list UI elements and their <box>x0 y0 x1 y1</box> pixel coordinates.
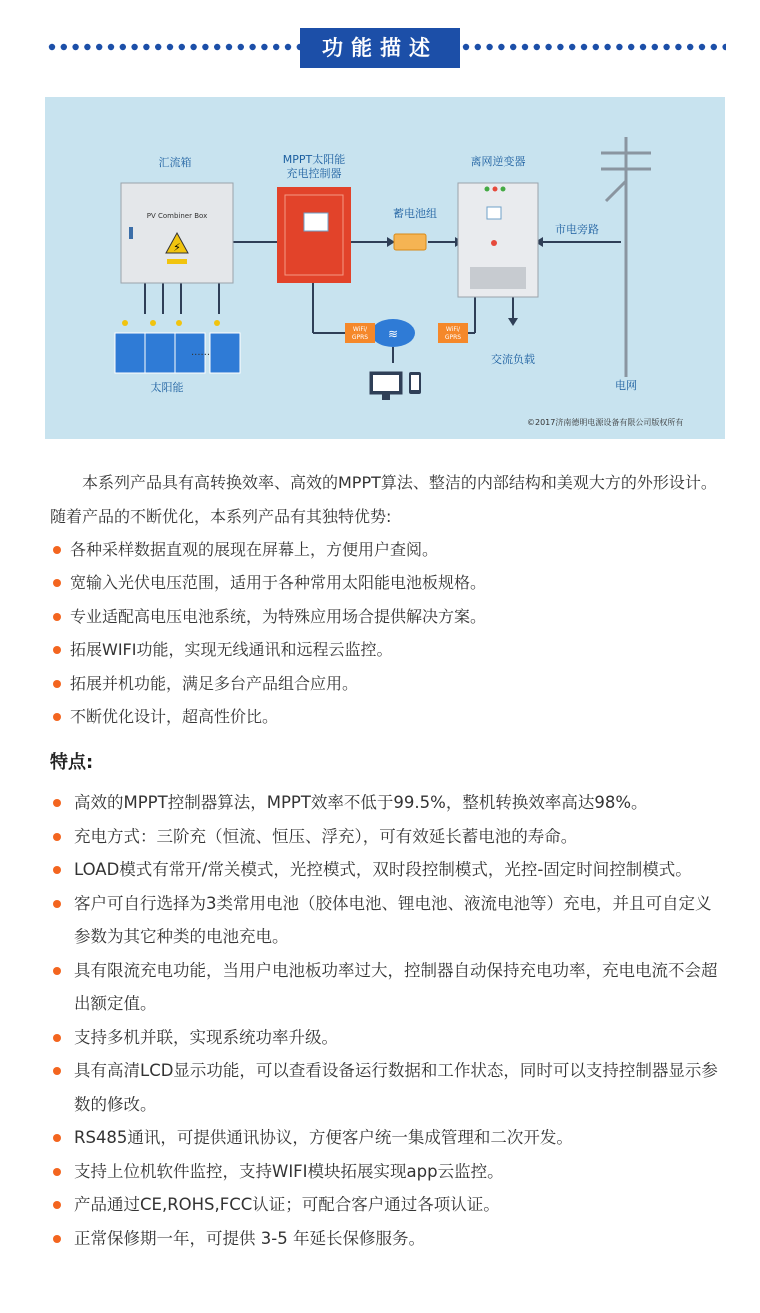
combiner-box-text: PV Combiner Box <box>146 212 208 220</box>
feature-item-text: LOAD模式有常开/常关模式，光控模式，双时段控制模式，光控-固定时间控制模式。 <box>74 860 692 879</box>
bullet-dot-icon <box>53 1134 61 1142</box>
advantage-item-text: 专业适配高电压电池系统，为特殊应用场合提供解决方案。 <box>70 606 487 626</box>
feature-item <box>50 954 740 1021</box>
mppt-controller <box>277 187 351 283</box>
feature-item <box>50 1021 740 1055</box>
svg-text:≋: ≋ <box>387 327 399 341</box>
bullet-dot-icon <box>53 1067 61 1075</box>
feature-item-text: 支持多机并联，实现系统功率升级。 <box>74 1027 338 1047</box>
feature-item-text: 高效的MPPT控制器算法，MPPT效率不低于99.5%，整机转换效率高达98%。 <box>74 793 648 812</box>
bullet-dot-icon <box>53 900 61 908</box>
advantage-item <box>50 700 740 733</box>
advantage-item-text: 宽输入光伏电压范围，适用于各种常用太阳能电池板规格。 <box>70 573 487 593</box>
advantage-item-text: 不断优化设计，超高性价比。 <box>70 706 279 726</box>
system-diagram <box>45 97 725 439</box>
feature-item-text: 正常保修期一年，可提供 3-5 年延长保修服务。 <box>74 1228 425 1248</box>
bullet-dot-icon <box>53 799 61 807</box>
bullet-dot-icon <box>53 613 61 621</box>
advantages-list <box>50 533 740 733</box>
advantage-item-text: 拓展并机功能，满足多台产品组合应用。 <box>70 673 359 693</box>
solar-label: 太阳能 <box>150 381 184 394</box>
dotted-divider-left <box>48 42 300 52</box>
advantage-item-text: 拓展WIFI功能，实现无线通讯和远程云监控。 <box>70 640 393 660</box>
bullet-dot-icon <box>53 546 61 554</box>
feature-item-text: 具有高清LCD显示功能，可以查看设备运行数据和工作状态，同时可以支持控制器显示参数的修改。 <box>74 1061 718 1114</box>
advantage-item <box>50 633 740 666</box>
solar-panel-icon <box>115 333 240 373</box>
svg-text:WiFi/: WiFi/ <box>352 326 368 333</box>
combiner-label: 汇流箱 <box>158 156 192 169</box>
bullet-dot-icon <box>53 866 61 874</box>
feature-item <box>50 1121 740 1155</box>
feature-item <box>50 853 740 887</box>
advantage-item <box>50 600 740 633</box>
advantage-item <box>50 566 740 599</box>
bullet-dot-icon <box>53 1235 61 1243</box>
feature-item <box>50 887 740 954</box>
svg-text:GPRS: GPRS <box>351 334 369 341</box>
section-header <box>0 28 760 68</box>
feature-item <box>50 1155 740 1189</box>
feature-item <box>50 786 740 820</box>
bullet-dot-icon <box>53 713 61 721</box>
intro-paragraph: 本系列产品具有高转换效率、高效的MPPT算法、整洁的内部结构和美观大方的外形设计。随着产品的不断优化，本系列产品有其独特优势: <box>50 473 717 526</box>
section-title: 功能描述 <box>300 28 460 68</box>
bullet-dot-icon <box>53 833 61 841</box>
advantage-item-text: 各种采样数据直观的展现在屏幕上，方便用户查阅。 <box>70 540 439 559</box>
bullet-dot-icon <box>53 1168 61 1176</box>
controller-label-2: 充电控制器 <box>286 167 342 180</box>
bullet-dot-icon <box>53 680 61 688</box>
feature-item-text: 产品通过CE,ROHS,FCC认证；可配合客户通过各项认证。 <box>74 1195 500 1214</box>
feature-item <box>50 1054 740 1121</box>
features-list <box>50 786 740 1255</box>
feature-item <box>50 820 740 854</box>
dotted-divider-right <box>462 42 726 52</box>
controller-label-1: MPPT太阳能 <box>282 153 346 166</box>
grid-bypass-label: 市电旁路 <box>555 223 599 236</box>
svg-text:⚡: ⚡ <box>173 241 181 254</box>
svg-text:GPRS: GPRS <box>444 334 462 341</box>
svg-text:WiFi/: WiFi/ <box>445 326 461 333</box>
feature-item-text: 支持上位机软件监控，支持WIFI模块拓展实现app云监控。 <box>74 1161 504 1181</box>
inverter-label: 离网逆变器 <box>470 155 526 168</box>
bullet-dot-icon <box>53 967 61 975</box>
bullet-dot-icon <box>53 1201 61 1209</box>
advantage-item <box>50 667 740 700</box>
advantage-item <box>50 533 740 566</box>
bullet-dot-icon <box>53 579 61 587</box>
battery-label: 蓄电池组 <box>393 207 437 220</box>
feature-item-text: 客户可自行选择为3类常用电池（胶体电池、锂电池、液流电池等）充电，并且可自定义参数为其它种类的电池充电。 <box>74 893 712 946</box>
bullet-dot-icon <box>53 1034 61 1042</box>
svg-text:......: ...... <box>191 347 211 358</box>
feature-item <box>50 1188 740 1222</box>
load-label: 交流负载 <box>491 353 535 366</box>
features-title: 特点: <box>50 752 94 773</box>
battery-icon <box>394 234 426 250</box>
feature-item-text: 充电方式：三阶充（恒流、恒压、浮充），可有效延长蓄电池的寿命。 <box>74 826 578 846</box>
bullet-dot-icon <box>53 646 61 654</box>
feature-item-text: RS485通讯，可提供通讯协议，方便客户统一集成管理和二次开发。 <box>74 1128 573 1147</box>
utility-pole-icon <box>601 137 651 377</box>
feature-item <box>50 1222 740 1256</box>
feature-item-text: 具有限流充电功能，当用户电池板功率过大，控制器自动保持充电功率，充电电流不会超出额定值。 <box>74 960 718 1013</box>
grid-label: 电网 <box>615 379 637 392</box>
copyright-text: ©2017济南德明电源设备有限公司版权所有 <box>527 418 684 427</box>
